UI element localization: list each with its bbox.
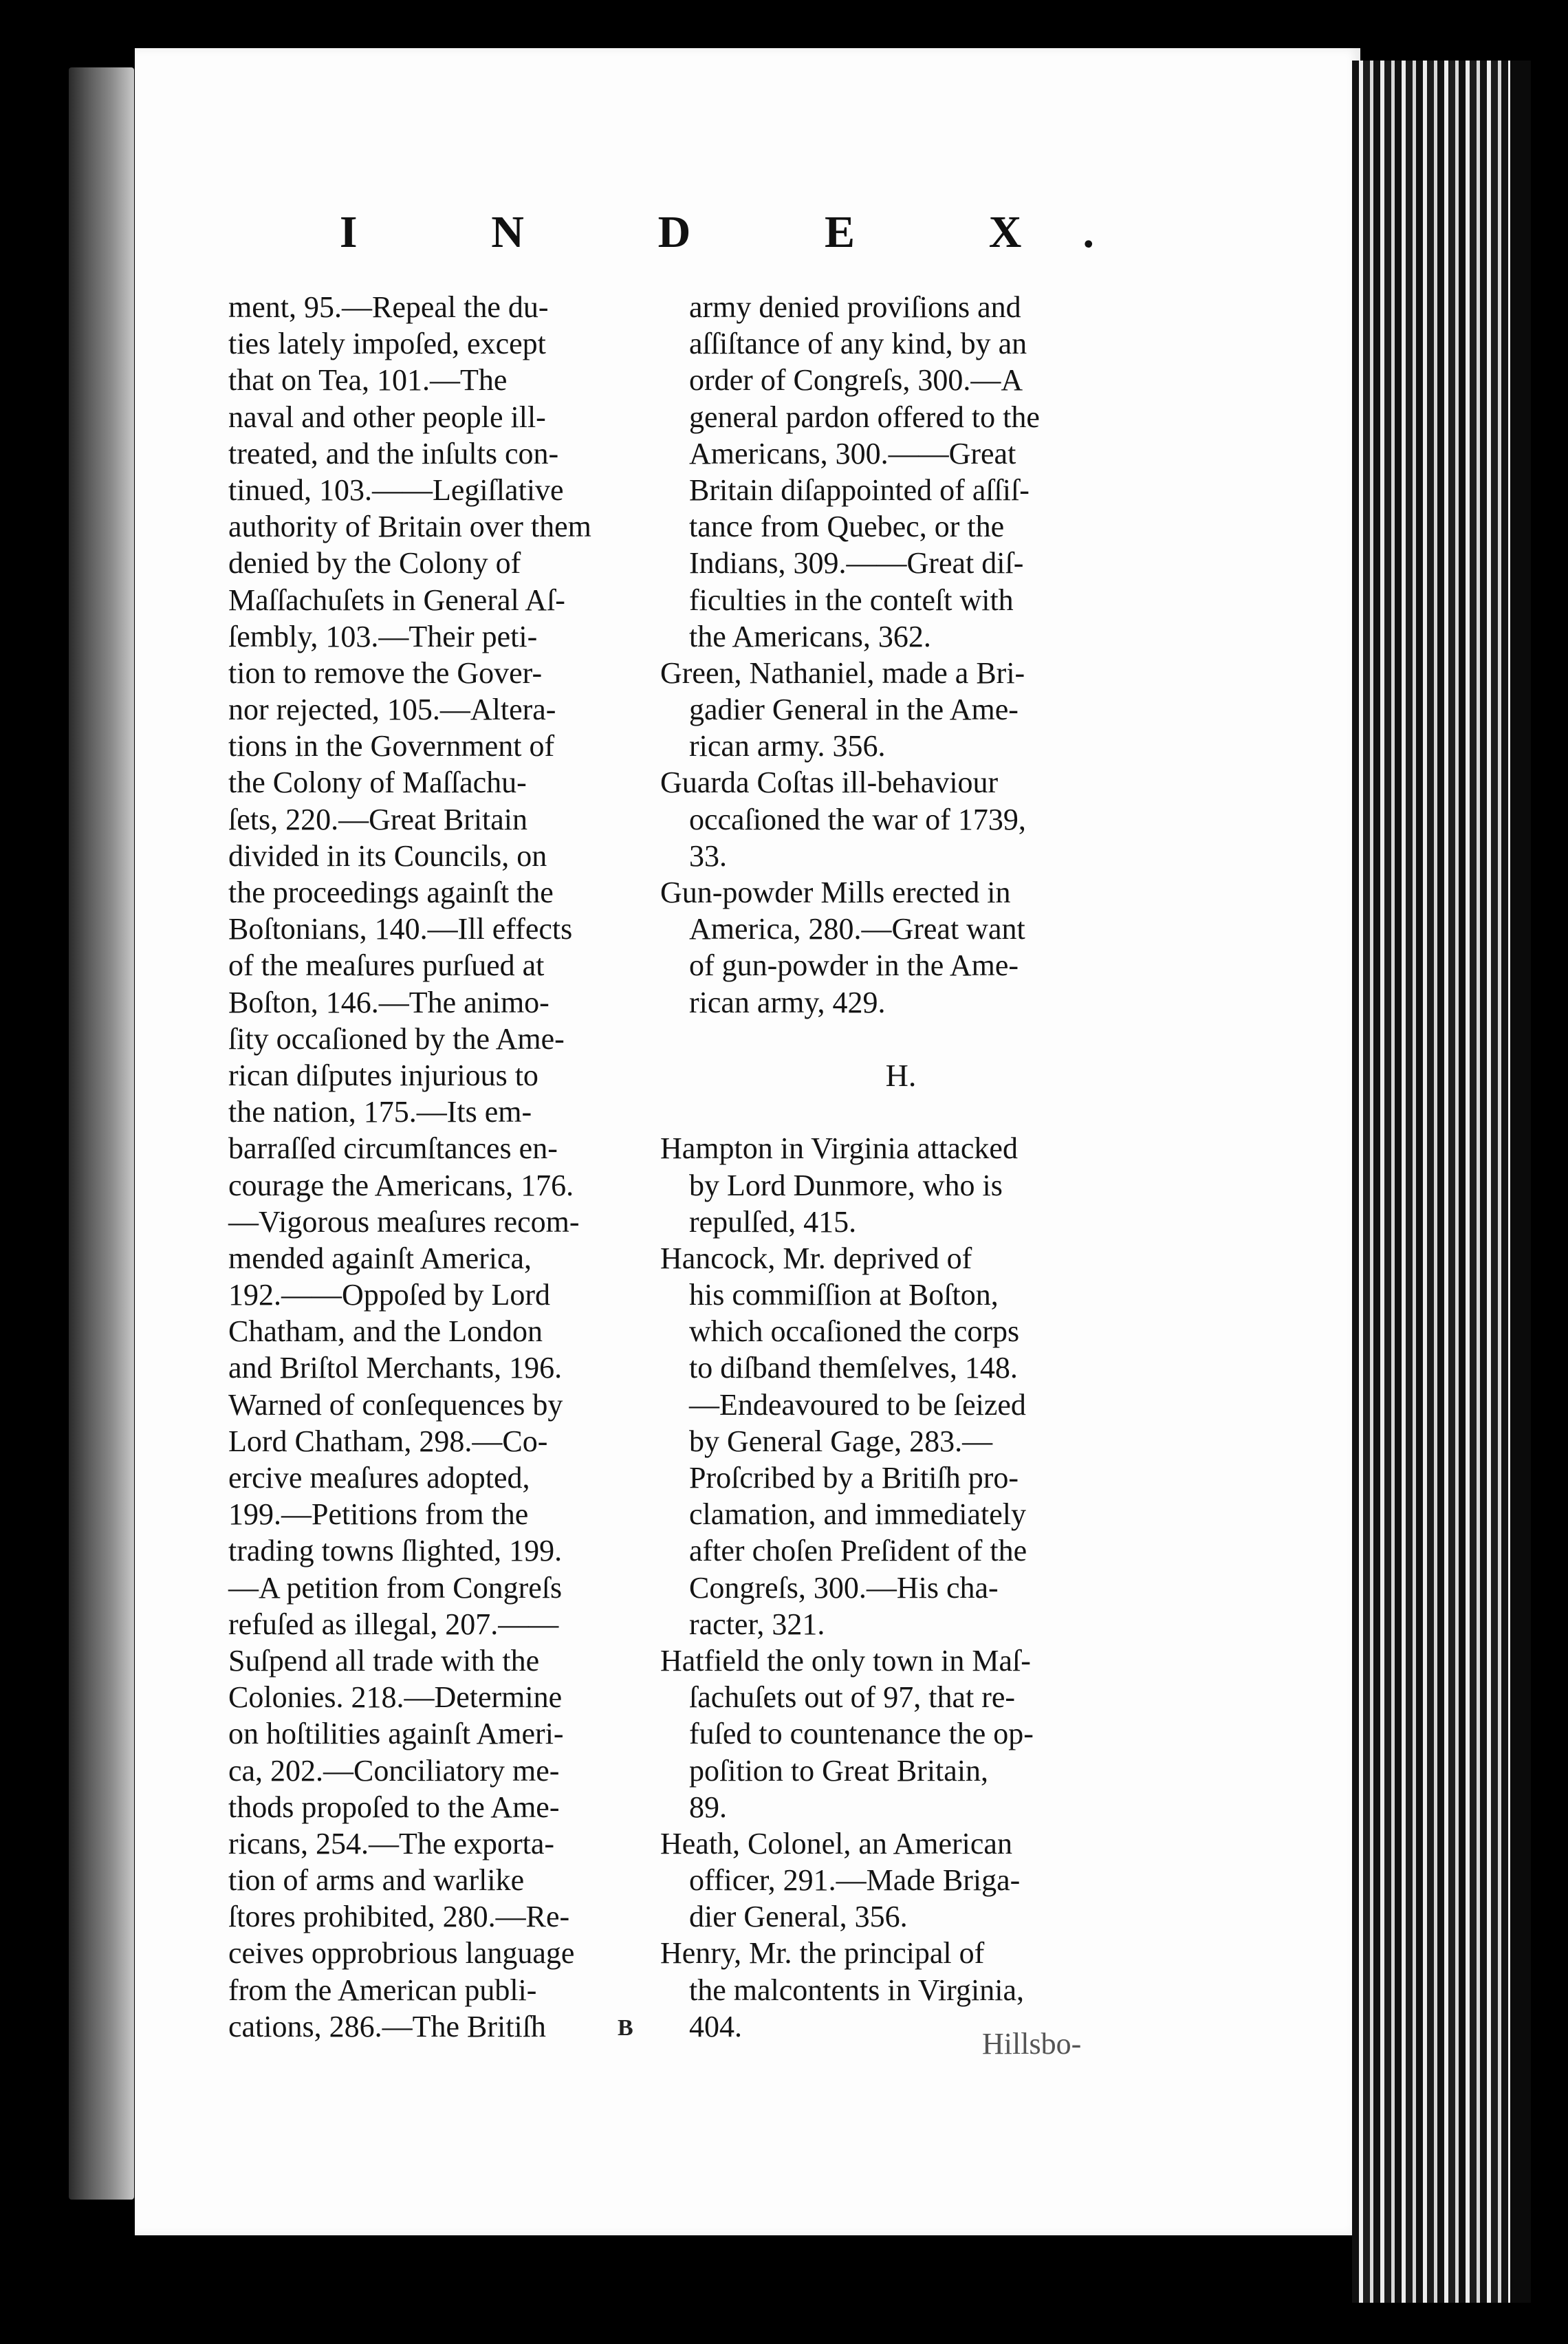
index-line: after choſen Preſident of the [689,1534,1027,1568]
index-line: courage the Americans, 176. [228,1168,574,1202]
index-line: authority of Britain over them [228,510,591,544]
index-line: Warned of conſequences by [228,1387,563,1422]
index-line: to diſband themſelves, 148. [689,1351,1018,1385]
index-line: Proſcribed by a Britiſh pro- [689,1461,1019,1495]
index-line: refuſed as illegal, 207.—— [228,1607,559,1641]
index-line: barraſſed circumſtances en- [228,1131,558,1166]
section-letter: H. [885,1057,917,1093]
index-line: Gun-powder Mills erected in [660,876,1011,909]
index-entry [660,874,1142,1021]
index-line: gadier General in the Ame- [689,693,1019,727]
index-line: the Colony of Maſſachu- [228,766,527,800]
index-line: of the meaſures purſued at [228,948,545,983]
index-line: —Endeavoured to be ſeized [689,1387,1026,1422]
index-line: ca, 202.—Conciliatory me- [228,1753,560,1788]
index-line: 89. [689,1790,727,1824]
index-line: treated, and the inſults con- [228,436,559,470]
index-line: 33. [689,838,727,873]
page-title: I N D E X. [339,207,1156,257]
blank-line [660,1094,1142,1130]
index-line: Henry, Mr. the principal of [660,1936,985,1971]
section-heading [660,1021,1142,1131]
index-line: rican army, 429. [689,985,886,1019]
index-line: on hoſtilities againſt Ameri- [228,1717,564,1751]
index-line: rican diſputes injurious to [228,1058,538,1092]
index-entry [660,1825,1142,1935]
index-line: the Americans, 362. [689,619,931,653]
catchword: Hillsbo- [982,2027,1082,2061]
index-line: Chatham, and the London [228,1314,543,1349]
index-line: Boſton, 146.—The animo- [228,985,549,1019]
index-line: ricans, 254.—The exporta- [228,1826,555,1860]
index-line: ſembly, 103.—Their peti- [228,619,538,653]
index-line: 199.—Petitions from the [228,1497,529,1532]
index-line: Hampton in Virginia attacked [660,1131,1018,1166]
index-line: racter, 321. [689,1607,825,1641]
index-line: general pardon offered to the [689,400,1040,434]
index-line: the proceedings againſt the [228,876,554,909]
index-line: 192.——Oppoſed by Lord [228,1278,551,1312]
index-line: ſachuſets out of 97, that re- [689,1680,1016,1715]
index-entry [228,289,655,2045]
index-line: ſets, 220.—Great Britain [228,802,528,836]
index-line: ceives opprobrious language [228,1936,575,1971]
index-line: by Lord Dunmore, who is [689,1168,1003,1202]
index-line: that on Tea, 101.—The [228,363,508,398]
index-line: naval and other people ill- [228,400,546,434]
index-line: ficulties in the conteſt with [689,583,1014,617]
index-line: Guarda Coſtas ill-behaviour [660,766,999,800]
index-entry [660,655,1142,765]
index-line: dier General, 356. [689,1900,908,1934]
index-right-column [660,289,1142,2045]
index-entry [660,764,1142,874]
index-line: tion to remove the Gover- [228,655,543,690]
index-line: Americans, 300.——Great [689,436,1016,470]
index-line: Indians, 309.——Great diſ- [689,546,1024,580]
index-line: Lord Chatham, 298.—Co- [228,1424,548,1458]
index-line: officer, 291.—Made Briga- [689,1863,1021,1898]
index-line: America, 280.—Great want [689,912,1025,946]
book-cover-edge [1510,61,1531,2303]
index-line: ment, 95.—Repeal the du- [228,290,549,324]
index-line: Congreſs, 300.—His cha- [689,1570,999,1605]
index-line: the malcontents in Virginia, [689,1973,1024,2007]
index-line: mended againſt America, [228,1241,532,1275]
index-line: Heath, Colonel, an American [660,1826,1012,1860]
index-line: Britain diſappointed of aſſiſ- [689,473,1030,507]
index-line: cations, 286.—The Britiſh [228,2009,546,2043]
signature-mark: B [618,2015,633,2041]
index-line: Colonies. 218.—Determine [228,1680,563,1715]
index-line: poſition to Great Britain, [689,1753,989,1788]
index-line: and Briſtol Merchants, 196. [228,1351,563,1385]
index-line: army denied proviſions and [689,290,1021,324]
index-line: of gun-powder in the Ame- [689,948,1019,983]
index-line: thods propoſed to the Ame- [228,1790,560,1824]
index-line: 404. [689,2009,742,2043]
blank-line [660,1021,1142,1057]
index-line: rican army. 356. [689,729,886,763]
index-line: by General Gage, 283.— [689,1424,993,1458]
index-line: occaſioned the war of 1739, [689,802,1026,836]
index-line: divided in its Councils, on [228,838,547,873]
index-line: tance from Quebec, or the [689,510,1005,544]
index-line: trading towns ſlighted, 199. [228,1534,563,1568]
index-line: ercive meaſures adopted, [228,1461,530,1495]
index-line: from the American publi- [228,1973,537,2007]
index-line: Boſtonians, 140.—Ill effects [228,912,573,946]
index-line: ties lately impoſed, except [228,327,546,361]
index-entry [660,289,1142,655]
book-spine-shadow [69,67,134,2200]
index-line: Maſſachuſets in General Aſ- [228,583,565,617]
index-line: —A petition from Congreſs [228,1570,563,1605]
index-line: the nation, 175.—Its em- [228,1095,532,1129]
index-entry [660,1642,1142,1825]
index-line: denied by the Colony of [228,546,521,580]
index-line: Hatfield the only town in Maſ- [660,1643,1031,1678]
index-line: —Vigorous meaſures recom- [228,1204,580,1239]
index-line: aſſiſtance of any kind, by an [689,327,1027,361]
index-line: fuſed to countenance the op- [689,1717,1034,1751]
index-line: clamation, and immediately [689,1497,1026,1532]
index-line: which occaſioned the corps [689,1314,1020,1349]
index-line: Hancock, Mr. deprived of [660,1241,972,1275]
index-line: repulſed, 415. [689,1204,857,1239]
index-line: tinued, 103.——Legiſlative [228,473,564,507]
index-entry [660,1130,1142,1240]
index-line: order of Congreſs, 300.—A [689,363,1023,398]
index-line: tion of arms and warlike [228,1863,525,1898]
index-line: Suſpend all trade with the [228,1643,540,1678]
index-line: his commiſſion at Boſton, [689,1278,999,1312]
page-fore-edges [1352,61,1531,2303]
index-line: nor rejected, 105.—Altera- [228,693,556,727]
index-line: ſity occaſioned by the Ame- [228,1021,565,1056]
index-line: ſtores prohibited, 280.—Re- [228,1900,570,1934]
index-line: tions in the Government of [228,729,555,763]
index-left-column [228,289,655,2045]
index-line: Green, Nathaniel, made a Bri- [660,655,1025,690]
index-entry [660,1240,1142,1642]
